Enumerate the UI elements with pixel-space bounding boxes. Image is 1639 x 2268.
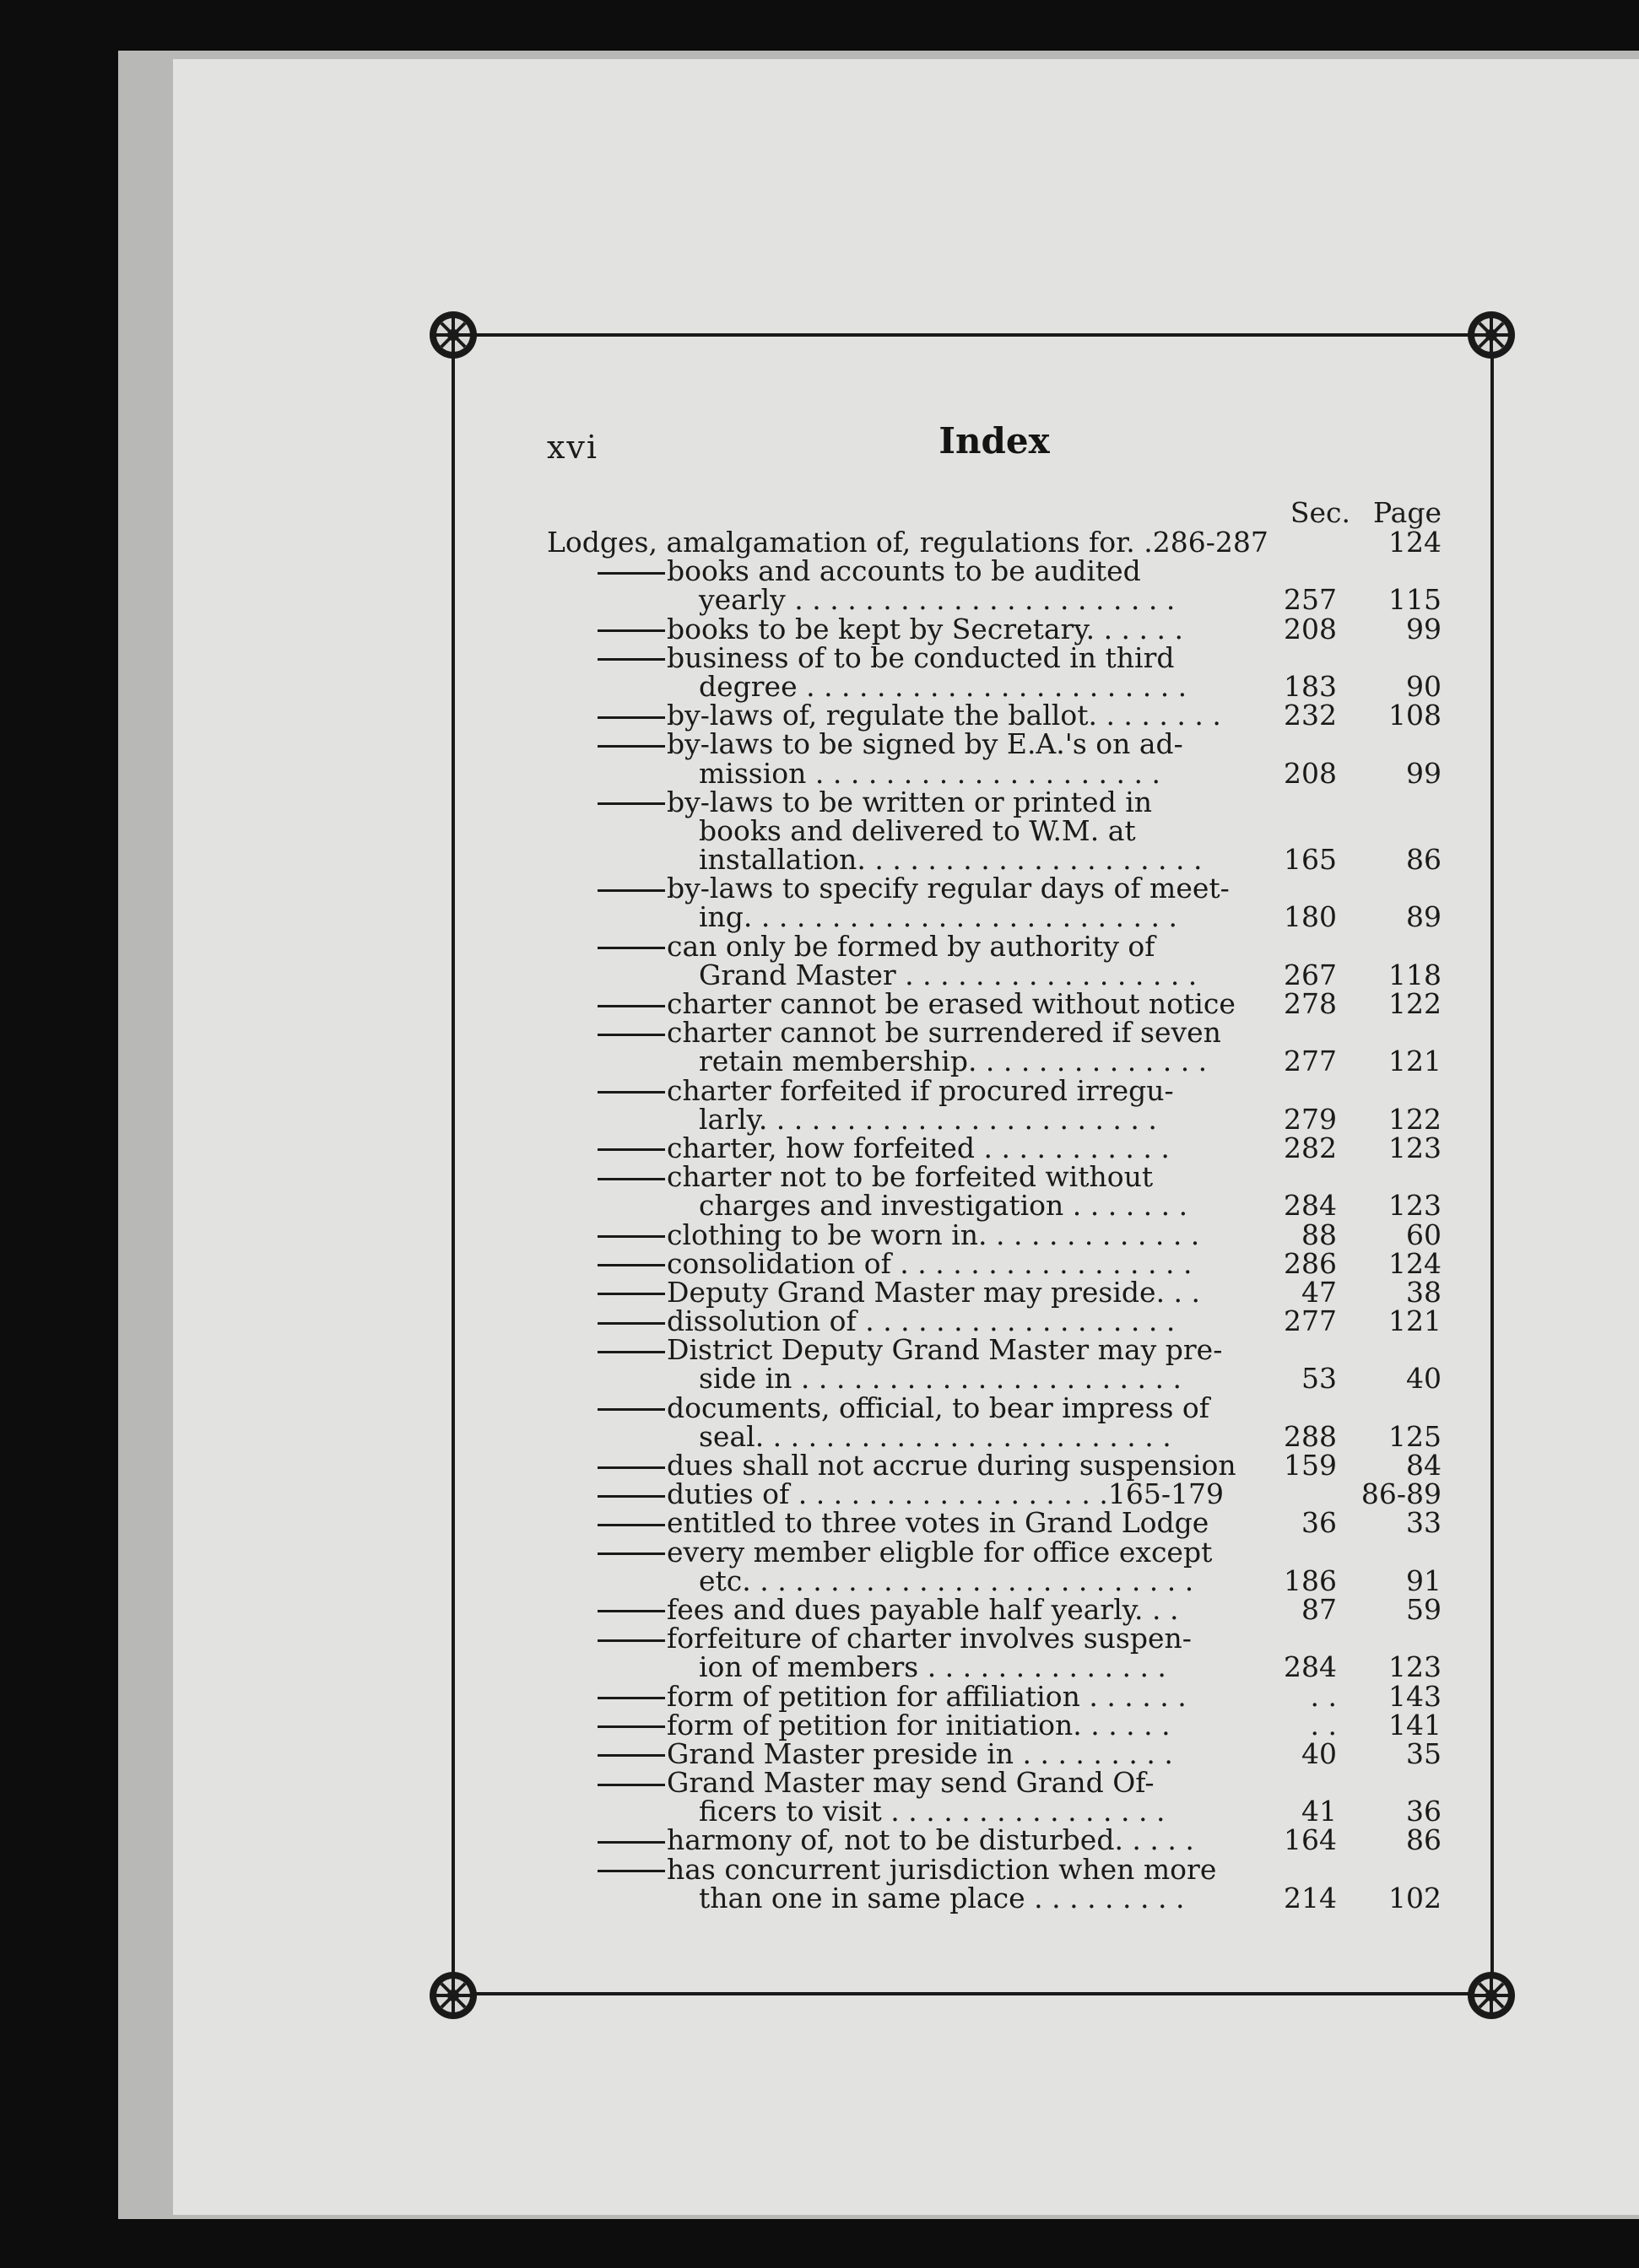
- entry-page: 122: [1388, 1102, 1442, 1136]
- entry-page: 91: [1406, 1563, 1442, 1597]
- entry-page: 143: [1388, 1679, 1442, 1713]
- entry-label: duties of . . . . . . . . . . . . . . . . . .165-179: [667, 1477, 1224, 1511]
- entry-text: [547, 1073, 1174, 1107]
- entry-text: [547, 813, 1136, 847]
- entry-text: [547, 554, 1141, 588]
- entry-text: [547, 785, 1153, 818]
- index-entry: [547, 987, 1442, 1020]
- entry-page: 35: [1406, 1736, 1442, 1770]
- entry-page: 125: [1388, 1419, 1442, 1453]
- entry-section: 267: [1284, 958, 1337, 991]
- entry-text: [547, 1797, 1165, 1826]
- entry-label: Deputy Grand Master may preside. . .: [667, 1275, 1201, 1309]
- entry-page: 121: [1388, 1045, 1442, 1078]
- entry-text: [547, 1708, 1171, 1742]
- entry-label: every member eligble for office except: [667, 1535, 1213, 1569]
- entry-label: fees and dues payable half yearly. . .: [667, 1592, 1179, 1626]
- entry-text: [547, 1650, 1166, 1684]
- entry-label: Grand Master . . . . . . . . . . . . . . . . .: [699, 958, 1198, 991]
- entry-label: has concurrent jurisdiction when more: [667, 1852, 1217, 1886]
- entry-section: 41: [1301, 1795, 1337, 1828]
- entry-label: form of petition for initiation. . . . . .: [667, 1708, 1171, 1742]
- index-entry: [547, 1362, 1442, 1396]
- entry-section: 164: [1284, 1823, 1337, 1857]
- entry-text: [547, 987, 1236, 1020]
- entry-label: by-laws to specify regular days of meet-: [667, 872, 1230, 905]
- entry-section: 208: [1284, 612, 1337, 645]
- index-entry: [547, 1275, 1442, 1309]
- em-dash-rule: [598, 947, 665, 949]
- index-entry: [547, 958, 1442, 991]
- index-entry: [547, 843, 1442, 877]
- entry-page: 121: [1388, 1304, 1442, 1338]
- entry-page: 124: [1388, 526, 1442, 559]
- entry-page: 33: [1406, 1506, 1442, 1540]
- entry-text: [547, 1419, 1171, 1453]
- em-dash-rule: [598, 1870, 665, 1872]
- entry-section: 286: [1284, 1246, 1337, 1280]
- entry-label: clothing to be worn in. . . . . . . . . . . . .: [667, 1218, 1200, 1251]
- index-entry: [547, 1131, 1442, 1164]
- entry-section: 232: [1284, 699, 1337, 732]
- entry-section: 165: [1284, 843, 1337, 877]
- em-dash-rule: [598, 1351, 665, 1353]
- entry-section: 284: [1284, 1650, 1337, 1684]
- entry-text: [547, 1451, 1236, 1480]
- entry-page: 86: [1406, 843, 1442, 877]
- index-entry: [547, 583, 1442, 617]
- em-dash-rule: [598, 1235, 665, 1238]
- index-entry: [547, 874, 1442, 903]
- index-entry: [547, 727, 1442, 761]
- entry-label: charter cannot be erased without notice: [667, 987, 1236, 1020]
- index-entry: [547, 756, 1442, 790]
- entry-section: 282: [1284, 1131, 1337, 1164]
- em-dash-rule: [598, 716, 665, 719]
- index-entry: [547, 1852, 1442, 1886]
- entry-page: 118: [1388, 958, 1442, 991]
- entry-text: [547, 958, 1198, 991]
- index-entry: [547, 1016, 1442, 1050]
- index-entry: [547, 1736, 1442, 1770]
- index-entry: [547, 1102, 1442, 1136]
- corner-rosette-icon: [1464, 1968, 1518, 2022]
- entry-section: 180: [1284, 900, 1337, 934]
- em-dash-rule: [598, 1841, 665, 1844]
- entry-section: 257: [1284, 583, 1337, 617]
- corner-rosette-icon: [426, 308, 480, 362]
- entry-text: [547, 1506, 1209, 1540]
- page-title: Index: [939, 420, 1050, 462]
- entry-label: entitled to three votes in Grand Lodge: [667, 1506, 1209, 1540]
- index-entry: [547, 669, 1442, 703]
- em-dash-rule: [598, 1524, 665, 1526]
- index-entry: [547, 1708, 1442, 1742]
- entry-page: 40: [1406, 1362, 1442, 1396]
- entry-section: 277: [1284, 1045, 1337, 1078]
- entry-label: form of petition for affiliation . . . . . .: [667, 1679, 1187, 1713]
- entry-text: [547, 900, 1177, 934]
- entry-text: [547, 756, 1160, 790]
- em-dash-rule: [598, 1148, 665, 1151]
- index-entry: [547, 900, 1442, 934]
- entry-text: [547, 1275, 1201, 1309]
- entry-label: Lodges, amalgamation of, regulations for. .286-287: [547, 526, 1268, 559]
- em-dash-rule: [598, 1639, 665, 1642]
- em-dash-rule: [598, 745, 665, 748]
- entry-page: 123: [1388, 1131, 1442, 1164]
- em-dash-rule: [598, 658, 665, 661]
- entry-text: [547, 1246, 1193, 1280]
- entry-section: 214: [1284, 1881, 1337, 1914]
- corner-rosette-icon: [426, 1968, 480, 2022]
- entry-section: 186: [1284, 1563, 1337, 1597]
- entry-section: 277: [1284, 1304, 1337, 1338]
- entry-label: dues shall not accrue during suspension: [667, 1449, 1236, 1482]
- index-entry: [547, 1304, 1442, 1338]
- entry-text: [547, 640, 1175, 674]
- index-entry: [547, 1419, 1442, 1453]
- index-entry: [547, 1881, 1442, 1914]
- em-dash-rule: [598, 889, 665, 892]
- index-entry: [547, 813, 1442, 847]
- index-entry: [547, 1189, 1442, 1223]
- entry-text: [547, 612, 1183, 645]
- entry-label: yearly . . . . . . . . . . . . . . . . . . . . . .: [699, 583, 1176, 617]
- entry-text: [547, 701, 1221, 730]
- entry-page: 60: [1406, 1218, 1442, 1251]
- entry-section: 279: [1284, 1102, 1337, 1136]
- index-entry: [547, 1535, 1442, 1569]
- em-dash-rule: [598, 1697, 665, 1699]
- page-column-header: Page: [1372, 496, 1442, 529]
- entry-text: [547, 1477, 1224, 1511]
- entry-section: 36: [1301, 1506, 1337, 1540]
- em-dash-rule: [598, 1322, 665, 1325]
- entry-label: charter cannot be surrendered if seven: [667, 1016, 1221, 1050]
- em-dash-rule: [598, 1005, 665, 1007]
- entry-text: [547, 1535, 1213, 1569]
- entry-page: 84: [1406, 1449, 1442, 1482]
- entry-text: [547, 1160, 1154, 1194]
- column-headers: [547, 496, 1442, 530]
- em-dash-rule: [598, 1725, 665, 1728]
- entry-label: seal. . . . . . . . . . . . . . . . . . . . . . . .: [699, 1419, 1171, 1453]
- entry-text: [547, 1592, 1179, 1626]
- entry-label: ing. . . . . . . . . . . . . . . . . . . . . . . . .: [699, 900, 1177, 934]
- entry-text: [547, 843, 1203, 877]
- entry-text: [547, 1304, 1176, 1338]
- index-entry: [547, 1218, 1442, 1251]
- entry-text: [547, 1218, 1200, 1251]
- entry-text: [547, 669, 1187, 703]
- entry-text: [547, 1881, 1185, 1914]
- entry-label: side in . . . . . . . . . . . . . . . . . . . . . .: [699, 1362, 1182, 1396]
- index-entry: [547, 785, 1442, 818]
- entry-section: 53: [1301, 1362, 1337, 1396]
- em-dash-rule: [598, 572, 665, 575]
- entry-page: 38: [1406, 1275, 1442, 1309]
- entry-label: by-laws to be written or printed in: [667, 785, 1153, 818]
- entry-label: charter forfeited if procured irregu-: [667, 1073, 1174, 1107]
- entry-label: Grand Master preside in . . . . . . . . .: [667, 1736, 1173, 1770]
- entry-label: degree . . . . . . . . . . . . . . . . . . . . . .: [699, 669, 1187, 703]
- index-entry: [547, 1073, 1442, 1107]
- entry-label: charter not to be forfeited without: [667, 1160, 1154, 1194]
- index-entry: [547, 528, 1442, 557]
- entry-text: [547, 583, 1176, 617]
- entry-text: [547, 1679, 1187, 1713]
- entry-text: [547, 1852, 1217, 1886]
- entry-text: [547, 1102, 1157, 1136]
- entry-text: [547, 1362, 1182, 1396]
- index-entry: [547, 1679, 1442, 1713]
- em-dash-rule: [598, 1754, 665, 1757]
- entry-text: [547, 1047, 1207, 1076]
- index-entry: [547, 1477, 1442, 1511]
- em-dash-rule: [598, 629, 665, 632]
- entry-label: District Deputy Grand Master may pre-: [667, 1333, 1223, 1367]
- entry-text: [547, 929, 1155, 963]
- entry-label: consolidation of . . . . . . . . . . . . . . . . .: [667, 1246, 1193, 1280]
- entry-page: 86: [1406, 1823, 1442, 1857]
- index-entry: [547, 1592, 1442, 1626]
- index-entry: [547, 1797, 1442, 1826]
- corner-rosette-icon: [1464, 308, 1518, 362]
- em-dash-rule: [598, 1178, 665, 1180]
- entry-page: 123: [1388, 1189, 1442, 1223]
- index-entry: [547, 929, 1442, 963]
- em-dash-rule: [598, 1091, 665, 1094]
- entry-text: [547, 1016, 1221, 1050]
- entry-page: 89: [1406, 900, 1442, 934]
- entry-label: charter, how forfeited . . . . . . . . . . .: [667, 1131, 1170, 1164]
- em-dash-rule: [598, 1466, 665, 1469]
- index-entry: [547, 1160, 1442, 1194]
- entry-section: 278: [1284, 987, 1337, 1020]
- entry-page: 122: [1388, 987, 1442, 1020]
- entry-page: 141: [1388, 1708, 1442, 1742]
- index-entry: [547, 1246, 1442, 1280]
- entry-text: [547, 1563, 1194, 1597]
- entry-label: forfeiture of charter involves suspen-: [667, 1622, 1192, 1655]
- index-entry: [547, 1506, 1442, 1540]
- index-entry: [547, 640, 1442, 674]
- entry-section: 183: [1284, 669, 1337, 703]
- entry-label: ficers to visit . . . . . . . . . . . . . . . .: [699, 1795, 1166, 1828]
- index-entry: [547, 1650, 1442, 1684]
- em-dash-rule: [598, 1264, 665, 1266]
- sec-column-header: Sec.: [1290, 496, 1350, 529]
- entry-text: [547, 1131, 1170, 1164]
- entry-label: documents, official, to bear impress of: [667, 1390, 1210, 1424]
- entry-label: ion of members . . . . . . . . . . . . . .: [699, 1650, 1166, 1684]
- entry-section: 288: [1284, 1419, 1337, 1453]
- entry-text: [547, 1189, 1188, 1223]
- entry-label: business of to be conducted in third: [667, 640, 1175, 674]
- entry-section: . .: [1310, 1708, 1337, 1742]
- entry-label: Grand Master may send Grand Of-: [667, 1766, 1155, 1800]
- entry-page: 124: [1388, 1246, 1442, 1280]
- entry-label: retain membership. . . . . . . . . . . . . .: [699, 1045, 1208, 1078]
- entry-label: installation. . . . . . . . . . . . . . . . . . . .: [699, 843, 1203, 877]
- em-dash-rule: [598, 1293, 665, 1295]
- entry-page: 86-89: [1360, 1477, 1442, 1511]
- entry-label: by-laws to be signed by E.A.'s on ad-: [667, 727, 1183, 761]
- index-entry: [547, 1390, 1442, 1424]
- entry-label: books and accounts to be audited: [667, 554, 1141, 588]
- index-entry: [547, 554, 1442, 588]
- entry-label: books to be kept by Secretary. . . . . .: [667, 612, 1183, 645]
- entry-section: 88: [1301, 1218, 1337, 1251]
- entry-label: harmony of, not to be disturbed. . . . .: [667, 1823, 1194, 1857]
- entry-text: [547, 1736, 1173, 1770]
- entry-page: 123: [1388, 1650, 1442, 1684]
- em-dash-rule: [598, 1408, 665, 1411]
- entry-text: [547, 727, 1183, 761]
- index-entry: [547, 612, 1442, 645]
- entry-section: 159: [1284, 1449, 1337, 1482]
- entry-label: charges and investigation . . . . . . .: [699, 1189, 1188, 1223]
- entry-label: books and delivered to W.M. at: [699, 813, 1136, 847]
- entry-label: than one in same place . . . . . . . . .: [699, 1881, 1185, 1914]
- entry-section: 284: [1284, 1189, 1337, 1223]
- entry-page: 108: [1388, 699, 1442, 732]
- index-entry: [547, 701, 1442, 730]
- entry-section: 208: [1284, 756, 1337, 790]
- entry-section: 47: [1301, 1275, 1337, 1309]
- entry-text: [547, 1624, 1192, 1653]
- entry-section: 40: [1301, 1736, 1337, 1770]
- index-entry: [547, 1333, 1442, 1367]
- entry-label: larly. . . . . . . . . . . . . . . . . . . . . . .: [699, 1102, 1157, 1136]
- index-entry: [547, 1047, 1442, 1076]
- index-entries: [547, 528, 1442, 1913]
- entry-label: by-laws of, regulate the ballot. . . . . . . .: [667, 699, 1221, 732]
- entry-text: [547, 1390, 1210, 1424]
- index-entry: [547, 1823, 1442, 1857]
- page-number: xvi: [547, 429, 599, 466]
- em-dash-rule: [598, 802, 665, 805]
- index-entry: [547, 1624, 1442, 1653]
- entry-text: [547, 1823, 1194, 1857]
- entry-label: etc. . . . . . . . . . . . . . . . . . . . . . . . . .: [699, 1563, 1194, 1597]
- entry-label: mission . . . . . . . . . . . . . . . . . . . .: [699, 756, 1160, 790]
- em-dash-rule: [598, 1552, 665, 1555]
- entry-page: 90: [1406, 669, 1442, 703]
- entry-text: [547, 874, 1230, 903]
- entry-label: can only be formed by authority of: [667, 929, 1155, 963]
- entry-text: [547, 1766, 1155, 1800]
- em-dash-rule: [598, 1784, 665, 1786]
- entry-label: dissolution of . . . . . . . . . . . . . . . . . .: [667, 1304, 1176, 1338]
- entry-section: 87: [1301, 1592, 1337, 1626]
- entry-page: 99: [1406, 756, 1442, 790]
- em-dash-rule: [598, 1610, 665, 1612]
- index-entry: [547, 1451, 1442, 1480]
- entry-section: . .: [1310, 1679, 1337, 1713]
- entry-text: [547, 528, 1268, 557]
- page-header: [547, 420, 1442, 471]
- em-dash-rule: [598, 1495, 665, 1498]
- entry-page: 36: [1406, 1795, 1442, 1828]
- index-entry: [547, 1766, 1442, 1800]
- entry-page: 102: [1388, 1881, 1442, 1914]
- entry-page: 115: [1388, 583, 1442, 617]
- index-entry: [547, 1563, 1442, 1597]
- entry-text: [547, 1333, 1223, 1367]
- entry-page: 59: [1406, 1592, 1442, 1626]
- entry-page: 99: [1406, 612, 1442, 645]
- em-dash-rule: [598, 1034, 665, 1036]
